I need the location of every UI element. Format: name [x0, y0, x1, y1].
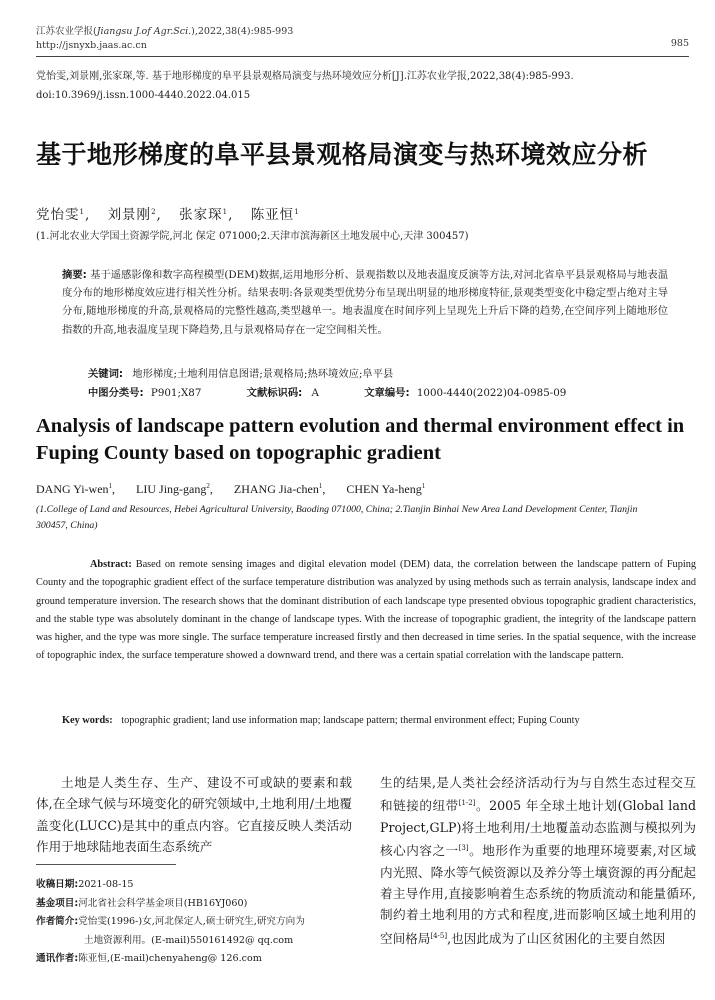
author-bio-label: 作者简介:: [36, 916, 79, 927]
authors-en: [36, 482, 425, 497]
author-bio: [36, 913, 352, 932]
affiliations-en-line2: 300457, China): [36, 520, 98, 531]
clc-value: P901;X87: [150, 387, 202, 399]
received-label: 收稿日期:: [36, 879, 79, 890]
affiliations-en-line1: (1.College of Land and Resources, Hebei Agricultural University, Baoding 071000, China; 2.Tianjin Binhai New Area Land Development Center, Tianjin: [36, 504, 638, 515]
author-affil-marker: 1: [79, 208, 85, 216]
keywords-text-en: topographic gradient; land use information map; landscape pattern; thermal environment effect; Fuping County: [121, 715, 580, 726]
paper-title-en: [36, 413, 702, 467]
footnotes: [36, 876, 352, 969]
body-paragraph-right: [380, 772, 696, 949]
author-separator: ,: [156, 207, 162, 223]
fund-info: [36, 895, 352, 914]
author-bio-cont: 土地资源利用。(E-mail)550161492@ qq.com: [84, 934, 294, 946]
reference-marker[interactable]: [1-2]: [458, 799, 476, 808]
author-separator: ,: [112, 482, 116, 496]
keywords-label-en: Key words:: [62, 715, 113, 726]
abstract-label-cn: 摘要:: [62, 269, 87, 281]
received-value: 2021-08-15: [78, 879, 134, 890]
classification-line: [88, 384, 648, 402]
author-affil-marker: 2: [206, 482, 210, 490]
paper-title-cn: 基于地形梯度的阜平县景观格局演变与热环境效应分析: [36, 140, 649, 169]
abstract-cn: [62, 266, 668, 339]
doi[interactable]: doi:10.3969/j.issn.1000-4440.2022.04.015: [36, 90, 251, 101]
journal-name-en: Jiangsu J.of Agr.Sci.: [96, 26, 192, 37]
author-cn: 党怡雯: [36, 207, 80, 223]
fund-label: 基金项目:: [36, 897, 79, 909]
author-cn: 张家琛: [179, 207, 223, 223]
abstract-text-en: Based on remote sensing images and digital elevation model (DEM) data, the correlation between the landscape pattern of Fuping County and the topographic gradient effect of the surface temperature distribution was analyzed by using methods such as terrain analysis, landscape index and ground temperature inversion. The research shows that the dominant distribution of each landscape type presented obvious topographic gradient characteristics, and the stable type was absolutely dominant in the change of landscape types. With the increase of topographic gradient, the integrity of the landscape pattern was higher, and the type was more single. The surface temperature increased firstly and then decreased in time series. In the spatial sequence, with the increase of topographic index, the surface temperature showed a downward trend, and there was a certain spatial correlation with the landscape pattern.: [36, 559, 696, 662]
body-text: 。地形作为重要的地理环境要素,对区域内光照、降水等气候资源以及养分等土壤资源的再分配起着主导作用,直接影响着生态系统的物质流动和能量循环,制约着土地利用的方式和程度,进而影响区域土地利用的空间格局: [380, 843, 696, 946]
body-text: 。2005 年全球土地计划(Global land Project,GLP)将土地利用/土地覆盖动态监测与模拟列为核心内容之一: [380, 798, 697, 859]
author-separator: ,: [84, 207, 91, 223]
journal-volume: ),2022,38(4):985-993: [191, 26, 294, 37]
keywords-label-cn: 关键词:: [88, 368, 124, 380]
article-no-label: 文章编号:: [364, 387, 410, 399]
keywords-text-cn: 地形梯度;土地利用信息图谱;景观格局;热环境效应;阜平县: [132, 368, 394, 380]
author-en: LIU Jing-gang: [136, 482, 207, 496]
body-text: ,也因此成为了山区贫困化的主要自然因: [447, 930, 666, 946]
keywords-cn: [88, 365, 393, 383]
author-affil-marker: 1: [421, 482, 426, 490]
author-affil-marker: 1: [108, 482, 113, 490]
corr-value: 陈亚恒,(E-mail)chenyaheng@ 126.com: [78, 953, 262, 964]
author-affil-marker: 1: [318, 482, 323, 490]
journal-name: 江苏农业学报(: [36, 26, 97, 37]
clc-label: 中图分类号:: [88, 387, 144, 399]
affiliations-cn: (1.河北农业大学国土资源学院,河北 保定 071000;2.天津市滨海新区土地发展中心,天津 300457): [36, 231, 469, 242]
author-cn: 刘景刚: [107, 207, 152, 223]
keywords-en: [36, 712, 696, 730]
author-affil-marker: 1: [294, 208, 300, 216]
footnote-rule: [36, 864, 176, 865]
doc-code-label: 文献标识码:: [246, 387, 303, 399]
paper-title-en-line2: Fuping County based on topographic gradient: [36, 442, 441, 464]
header-rule: [36, 56, 689, 57]
corresponding-author: [36, 950, 352, 969]
fund-value: 河北省社会科学基金项目(HB16YJ060): [78, 897, 248, 909]
body-paragraph-left: 土地是人类生存、生产、建设不可或缺的要素和载体,在全球气候与环境变化的研究领域中,土地利用/土地覆盖变化(LUCC)是其中的重点内容。它直接反映人类活动作用于地球陆地表面生态系统产: [36, 775, 352, 855]
author-separator: ,: [209, 482, 213, 496]
citation-line: 党怡雯,刘景刚,张家琛,等. 基于地形梯度的阜平县景观格局演变与热环境效应分析[J].江苏农业学报,2022,38(4):985-993.: [36, 71, 574, 82]
author-affil-marker: 1: [222, 208, 229, 216]
article-no-value: 1000-4440(2022)04-0985-09: [416, 387, 567, 399]
body-text: 生的结果,是人类社会经济活动行为与自然生态过程交互和链接的纽带: [380, 775, 696, 814]
corr-label: 通讯作者:: [36, 953, 79, 964]
authors-cn: [36, 203, 300, 223]
page-number: 985: [670, 38, 689, 49]
doc-code-value: A: [311, 387, 319, 399]
abstract-en: [36, 556, 696, 666]
author-affil-marker: 2: [151, 208, 157, 216]
abstract-text-cn: 基于遥感影像和数字高程模型(DEM)数据,运用地形分析、景观指数以及地表温度反演等方法,对河北省阜平县景观格局与地表温度分布的地形梯度效应进行相关性分析。结果表明:各景观类型优势分布呈现出明显的地形梯度特征,景观类型变化中稳定型占绝对主导分布,随地形梯度的升高,景观格局的完整性越高,类型越单一。地表温度在时间序列上呈现先上升后下降的趋势,在空间序列上随地形位指数的升高,地表温度呈现下降趋势,且与景观格局存在一定空间相关性。: [62, 269, 668, 336]
journal-header: [36, 24, 293, 39]
reference-marker[interactable]: [4-5]: [430, 931, 448, 940]
affiliations-en: [36, 502, 702, 534]
author-en: DANG Yi-wen: [36, 482, 109, 496]
author-separator: ,: [322, 482, 326, 496]
author-cn: 陈亚恒: [250, 207, 295, 223]
received-date: [36, 876, 352, 895]
author-en: CHEN Ya-heng: [346, 482, 422, 496]
reference-marker[interactable]: [3]: [458, 844, 469, 853]
author-separator: ,: [228, 207, 234, 223]
author-en: ZHANG Jia-chen: [233, 482, 319, 496]
abstract-label-en: Abstract:: [90, 559, 132, 570]
author-bio-line1: 党怡雯(1996-)女,河北保定人,硕士研究生,研究方向为: [78, 916, 305, 927]
paper-title-en-line1: Analysis of landscape pattern evolution and thermal environment effect in: [36, 415, 685, 437]
journal-url[interactable]: http://jsnyxb.jaas.ac.cn: [36, 40, 147, 51]
